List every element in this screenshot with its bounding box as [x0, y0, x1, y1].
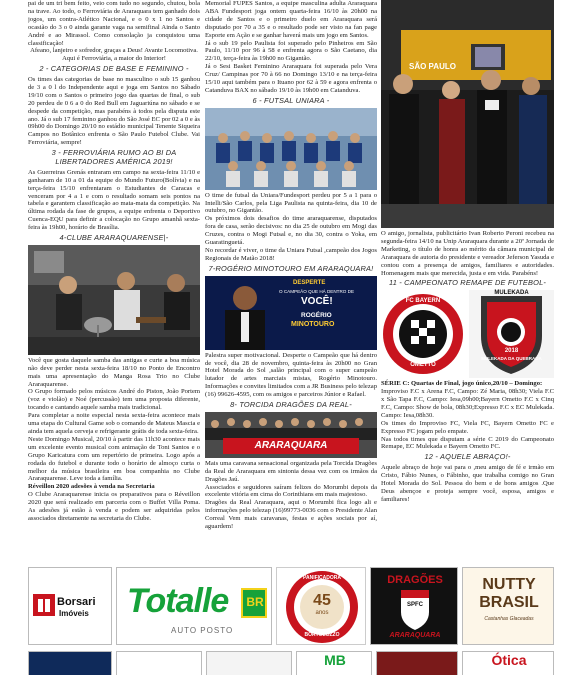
section-2-text: Os times das categorias de base no masculino o sub 15 ganhou de 3 a 0 l do Independente aqui e joga em Santos no Sábado 19/10 com o Santos o primeiro jogo das quartas de final, o sub 20 perdeu de 0 6 a 0 do Red Bull em Jaguariúna no sábado e se despede da competição, mas parabéns à todos pela disputa este ano. Já o sub 17 feminino ganhou do São José EC por 02 a 0 e às 09h00 do Domingo 20/10 no estádio municipal Tenente Siqueira Campos no Botânico enfrenta o São Paulo Futebol Clube. Vai Ferroviária, sempre! — [28, 76, 200, 147]
bayern-logo-bottom: OMETTO — [410, 362, 436, 369]
section-3-text: As Guerreiras Grenás entraram em campo na sexta-feira 11/10 e ganharam de 10 a 01 da equipe do Mundo Futuro(Bolívia) e na terça-feira 15/10 enfrentaram o Estudiantes de Caracas e venceram por 4 a 1 e com o resultado somam seis pontos na tabela e garantem classificação ao mata-mata da competição. Na última rodada da fase de grupos, a equipe enfrenta o Deportivo Cuenca-EQU para definir a colocação no Grupo amanhã sexta-feira às 19h00, horário de Brasília. — [28, 168, 200, 232]
basket-text-3: Já o Sesi Basket Feminino Araraquara foi superada pelo Vera Cruz/ Campinas por 70 à 66 no Domingo 13/10 e na terça-feira 15/10 aqui também para o Ituano por 62 à 59 e agora enfrenta o Catanduva BAX no sábado 19/10 às 19h00 em Catanduva. — [205, 63, 377, 94]
nutty-line-3: Castanhas Glaceadas — [484, 616, 534, 622]
section-7-heading: 7-ROGÉRIO MINOTOURO EM ARARAQUARA! — [208, 263, 374, 273]
remape-text-3: Nas todos times que disputam a série C 2019 do Campeonato Remape, EC Mulekada e Bayern Ometto FC. — [381, 435, 554, 451]
section-2-heading: 2 - CATEGORIAS DE BASE E FEMININO - — [39, 64, 189, 74]
club-logos — [381, 290, 554, 378]
nutty-ad[interactable] — [462, 567, 554, 645]
borsari-ad[interactable] — [28, 567, 112, 645]
column-3 — [381, 0, 554, 504]
totalle-br: BR — [246, 595, 264, 609]
poster-line-1: DESPERTE — [293, 279, 326, 286]
ad-row2-1[interactable] — [28, 651, 112, 675]
bayern-ometto-logo — [381, 290, 465, 378]
totalle-ad[interactable] — [116, 567, 272, 645]
ad-row2-4[interactable] — [296, 651, 372, 675]
section-11-heading: 11 - CAMPEONATO REMAPE DE FUTEBOL- — [388, 278, 547, 288]
section-4-text-1: Você que gosta daquele samba das antigas e curte a boa música não deve perder nesta sexta-feira 18/10 no Ponto de Encontro mais uma apresentação do Manga Rosa Trio no Clube Araraquarense. — [28, 356, 200, 388]
nutty-line-1: NUTTY — [482, 576, 536, 593]
photo-sign-text: SÃO PAULO — [409, 62, 456, 71]
dragoes-ad[interactable] — [370, 567, 458, 645]
torcida-text-3: Dragões da Real Araraquara, aqui o Morumbi fica logo ali e informações pelo telezap (16)99773-0036 com o Presidente Alan Correal Vem mais caravanas, festas e ações sociais por aí, aguardem! — [205, 499, 377, 531]
section-8-heading: 8- TORCIDA DRAGÕES DA REAL- — [230, 400, 352, 410]
section-6-heading: 6 - FUTSAL UNIARA - — [252, 95, 330, 105]
dragoes-top: DRAGÕES — [387, 574, 443, 586]
torcida-photo — [205, 412, 377, 458]
abraco-text: Aquele abraço de hoje vai para o ,meu amigo de fé e irmão em Cristo, Fábio Nunes, o Fábinho, que trabalha comigo no Gran Hotel Morada do Sol. Pessoa do bem e de bons amigos .Que Deus abençoe e proteja sempre você, esposa, amigos e familiares! — [381, 464, 554, 503]
mb-ad-text: MB — [324, 652, 346, 668]
mulekada-logo — [469, 290, 554, 378]
section-4-subtitle: Réveillon 2020 adesões à venda na Secretaria — [28, 483, 155, 491]
section-3-heading: 3 - FERROVIÁRIA RUMO AO BI DA LIBERTADORES AMÉRICA 2019! — [51, 148, 177, 166]
mulekada-logo-year: 2018 — [504, 348, 519, 355]
mulekada-logo-top: MULEKADA — [494, 290, 529, 297]
section-4-text-3: Para completar a noite especial nesta sexta-feira acontece mais uma etapa do Cultural Game sob o comando de Mateus Mascia e ainda tem aquela cerveja e refrigerante grátis de toda sexta-feira. — [28, 412, 200, 435]
padaria-bottom: BORTOLOZZO — [304, 632, 340, 638]
borsari-sub: Imóveis — [59, 609, 89, 618]
ad-row2-2[interactable] — [116, 651, 202, 675]
ad-row2-6[interactable] — [462, 651, 554, 675]
futsal-text-2: Os próximos dois desafios do time araraquarense, disputados fora de casa, serão decisivos: no dia 25 de outubro em Mogi das Cruzes, contra o Mogi Futsal e, no dia 30, contra o Yoka, em Guaratinguetá. — [205, 215, 377, 247]
torcida-text-1: Mais uma caravana sensacional organizada pela Torcida Dragões da Real de Araraquara em sintonia dessa vez com os irmãos da Dragões Jaú. — [205, 459, 377, 483]
poster-line-3: VOCÊ! — [301, 295, 333, 307]
section-4-text-5: O Clube Araraquarense inicia os preparativos para o Réveillon 2020 que será realizado em parceria com o Buffet Villa Poma. As adesões já estão à venda e podem ser adquiridas pelos associados diretamente na secretaria do Clube. — [28, 491, 200, 522]
padaria-anos: anos — [315, 610, 329, 616]
bayern-logo-top: FC BAYERN — [405, 298, 441, 305]
poster-line-5: MINOTOURO — [291, 320, 335, 328]
padaria-top: PANIFICADORA — [303, 575, 341, 581]
futsal-text-1: O time de futsal da Uniara/Fundesport perdeu por 5 a 1 para o Intelli/São Carlos, pela Liga Paulista na quinta-feira, dia 10 de outubro, no Gigantão. — [205, 191, 377, 215]
minotouro-poster — [205, 276, 377, 350]
poster-line-4: ROGÉRIO — [301, 311, 332, 319]
otica-ad-text: Ótica — [491, 652, 527, 668]
basket-text-1: Memorial FUPES Santos, a equipe masculina adulta Araraquara ABA Fundesport joga ontem quarta-feira 16/10 às 20h00 na cidade de Santos e o primeiro duelo em Araraquara será disputado por 70 a 35 e o resultado pode ser visto na fan page Esporte em Ação e se ganhar haverá mais um jogo em Santos. — [205, 0, 377, 39]
honor-ceremony-photo — [381, 0, 554, 228]
ad-row2-3[interactable] — [206, 651, 292, 675]
column-1 — [28, 0, 200, 523]
section-4-text-2: O Grupo formado pelos músicos André do Piston, João Portem (voz e violão) e Noé (percussão) tem uma proposta diferente, tocando e cantando aquele samba mais tradicional. — [28, 388, 200, 412]
section-12-heading: 12 - AQUELE ABRAÇO!- — [424, 452, 511, 462]
torcida-banner-text: ARARAQUARA — [254, 439, 328, 451]
nutty-line-2: BRASIL — [479, 594, 539, 611]
section-4-heading: 4-CLUBE ARARAQUARENSE|- — [59, 233, 169, 243]
futsal-text-3: No recordar é viver, o time da Uniara Futsal ,campeão dos Jogos Regionais de Matão 2018! — [205, 247, 377, 262]
honor-text: O amigo, jornalista, publicitário Ivan Roberto Peroni recebeu na segunda-feira 14/10 na Unip Araraquara durante a 20ª Jornada de Marketing, o título de honra ao mérito da câmara municipal de Araraquara de autoria do presidente e vereador Jeferson Yasuda e contou com a presença de amigos, familiares e autoridades. Homenagem mais que merecida, justa e em vida. Parabéns! — [381, 230, 554, 277]
padaria-ad[interactable] — [276, 567, 366, 645]
totalle-name: Totalle — [127, 582, 229, 620]
totalle-sub: AUTO POSTO — [171, 626, 234, 635]
poster-line-2: O CAMPEÃO QUE HÁ DENTRO DE — [279, 288, 355, 294]
remape-subtitle: SÉRIE C: Quartas de Final, jogo único,20/10 – Domingo: — [381, 380, 543, 388]
samba-band-photo — [28, 245, 200, 355]
section-4-text-4: Neste Domingo Musical, 20/10 à partir das 11h30 acontece mais um excelente evento musical com animação de Toni Santos e o Grupo Karicatura com um repertório de primeira. Logo após a rodada do futebol e durante todo o horário de almoço curta o melhor da música brasileira em boa companhia no Clube Araraquarense. Leve toda a família. — [28, 435, 200, 483]
dragoes-mid: SPFC — [406, 602, 423, 608]
futsal-team-photo — [205, 108, 377, 190]
borsari-name: Borsari — [57, 596, 96, 608]
column-2 — [205, 0, 377, 531]
article-1-text: pai de um tri bem feito, veio com tudo no segundo, chutou, bola na trave. Ao todo, o Ferroviária de Araraquara tem ganhado dois jogos, um contra-Atlético Nacional, e o 0 x 1 no Santos e ocasião do 3 o 0 ainda garante vaga na semifinal Ainda o Santo André e ao Mirassol. Como consolação ja conquistou uma classificação! — [28, 0, 200, 47]
remape-text-1: Improviso F.C x Arena F.C, Campo: Zé Maria, 08h30; Viela F.C x São Tapa F.C, Campo: Iesa,09h00;Bayern Ometto F.C x Cinq F.C, Campo: Show de bola, 08h30;Expresso F.C x EC Mulekada. Campo: Iesa,08h30. — [381, 388, 554, 419]
article-1-closing: Afeano, lanjeiro e sofredor, graças a Deus! Avante Locomotiva. Aqui é Ferroviária, a maior do Interior! — [30, 47, 198, 63]
dragoes-bottom: ARARAQUARA — [389, 632, 441, 639]
basket-text-2: Já o sub 19 pelo Paulista foi superado pelo Pinheiros em São Paulo, 11/10 por 96 à 58 e enfrenta agora o São Caetano, dia 22/10, terça-feira às 19h00 no Gigantão. — [205, 39, 377, 63]
minotouro-text: Palestra super motivacional. Desperte o Campeão que há dentro de você, dia 28 de novembro, quinta-feira às 20h00 no Gran Hotel Morada do Sol ,salão principal com o super campeão lutador de artes marciais mistas, Rogério Minotouro. Informações e convites limitados com a JR Business pelo telezap (16) 99626-4595, com os amigos e parceiros Júnior e Rafael. — [205, 351, 377, 399]
ad-row2-5[interactable] — [376, 651, 458, 675]
padaria-years: 45 — [313, 592, 331, 609]
mulekada-logo-bottom: MULEKADA DA QUEBRADA — [481, 356, 542, 362]
remape-text-2: Os times do Improviso FC, Viela FC, Bayern Ometto FC e Expresso FC jogam pelo empate. — [381, 419, 554, 435]
torcida-text-2: Associados e seguidores saíram felizes do Morumbi depois da excelente vitória em cima do Corinthians em mais majestoso. — [205, 483, 377, 499]
